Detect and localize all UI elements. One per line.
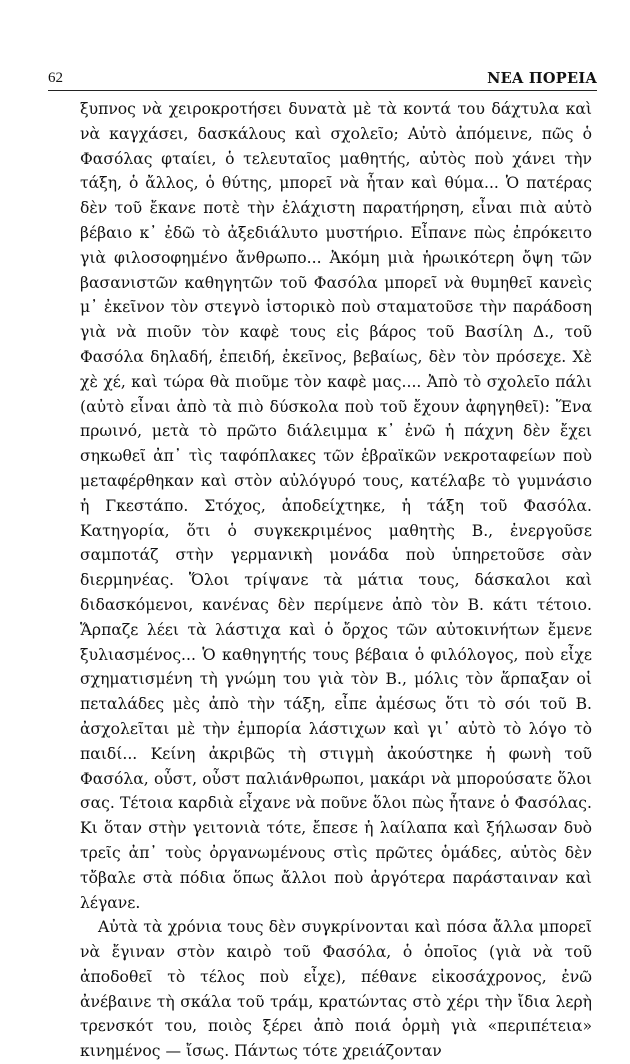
page-header xyxy=(48,61,597,91)
body-text xyxy=(80,97,592,1064)
paragraph: Αὐτὰ τὰ χρόνια τους δὲν συγκρίνονται καὶ πόσα ἄλλα μπορεῖ νὰ ἔγιναν στὸν καιρὸ τοῦ Φασόλα, ὁ ὁποῖος (γιὰ νὰ τοῦ ἀποδοθεῖ τὸ τέλος ποὺ εἶχε), πέθανε εἰκοσάχρονος, ἐνῶ ἀνέβαινε τὴ σκάλα τοῦ τράμ, κρατώντας στὸ χέρι τὴν ἴδια λερὴ τρενσκότ του, ποιὸς ξέρει ἀπὸ ποιά ὁρμὴ γιὰ «περιπέτεια» κινημένος — ἴσως. Πάντως τότε χρειάζονταν xyxy=(80,918,592,1061)
running-title: ΝΕΑ ΠΟΡΕΙΑ xyxy=(487,70,597,87)
paragraph: ξυπνος νὰ χειροκροτήσει δυνατὰ μὲ τὰ κοντά του δάχτυλα καὶ νὰ καγχάσει, δασκάλους καὶ σχολεῖο; Αὐτὸ ἀπόμεινε, πῶς ὁ Φασόλας φταίει, ὁ τελευταῖος μαθητής, αὐτὸς ποὺ χάνει τὴν τάξη, ὁ ἄλλος, ὁ θύτης, μπορεῖ νὰ ἦταν καὶ θύμα... Ὁ πατέρας δὲν τοῦ ἔκανε ποτὲ τὴν ἐλάχιστη παρατήρηση, εἶναι πιὰ αὐτὸ βέβαιο κ᾿ ἐδῶ τὸ ἀξεδιάλυτο μυστήριο. Εἶπανε πὼς ἐπρόκειτο γιὰ φιλοσοφημένο ἄνθρωπο... Ἀκόμη μιὰ ἡρωικότερη ὄψη τῶν βασανιστῶν καθηγητῶν τοῦ Φασόλα μπορεῖ νὰ θυμηθεῖ κανεὶς μ᾿ ἐκεῖνον τὸν στεγνὸ ἱστορικὸ ποὺ σταματοῦσε τὴν παράδοση γιὰ νὰ πιοῦν τὸν καφὲ τους εἰς βάρος τοῦ Βασίλη Δ., τοῦ Φασόλα δηλαδή, ἐπειδή, ἐκεῖνος, βεβαίως, δὲν τὸν πρόσεχε. Χὲ χὲ χέ, καὶ τώρα θὰ πιοῦμε τὸν καφὲ μας.... Ἀπὸ τὸ σχολεῖο πάλι (αὐτὸ εἶναι ἀπὸ τὰ πιὸ δύσκολα ποὺ τοῦ ἔχουν ἀφηγηθεῖ): Ἕνα πρωινό, μετὰ τὸ πρῶτο διάλειμμα κ᾿ ἐνῶ ἡ πάχνη δὲν ἔχει σηκωθεῖ ἀπ᾿ τὶς ταφόπλακες τῶν ἑβραϊκῶν νεκροταφείων ποὺ μεταφέρθηκαν καὶ στὸν αὐλόγυρό τους, κατέλαβε τὸ γυμνάσιο ἡ Γκεστάπο. Στόχος, ἀποδείχτηκε, ἡ τάξη τοῦ Φασόλα. Κατηγορία, ὅτι ὁ συγκεκριμένος μαθητὴς Β., ἐνεργοῦσε σαμποτάζ στὴν γερμανικὴ μονάδα ποὺ ὑπηρετοῦσε σὰν διερμηνέας. Ὅλοι τρίψανε τὰ μάτια τους, δάσκαλοι καὶ διδασκόμενοι, κανένας δὲν περίμενε ἀπὸ τὸν Β. κάτι τέτοιο. Ἅρπαζε λέει τὰ λάστιχα καὶ ὁ ὄρχος τῶν αὐτοκινήτων ἔμενε ξυλιασμένος... Ὁ καθηγητής τους βέβαια ὁ φιλόλογος, ποὺ εἶχε σχηματισμένη τὴ γνώμη του γιὰ τὸν Β., μόλις τὸν ἅρπαξαν οἱ πεταλάδες μὲς ἀπὸ τὴν τάξη, εἶπε ἀμέσως ὅτι τὸ σόι τοῦ Β. ἀσχολεῖται μὲ τὴν ἐμπορία λάστιχων καὶ γι᾿ αὐτὸ τὸ λόγο τὸ παιδί... Κείνη ἀκριβῶς τὴ στιγμὴ ἀκούστηκε ἡ φωνὴ τοῦ Φασόλα, οὖστ, οὖστ παλιάνθρωποι, μακάρι νὰ μπορούσατε ὅλοι σας. Τέτοια καρδιὰ εἶχανε νὰ ποῦνε ὅλοι πὼς ἦτανε ὁ Φασόλας. Κι ὅταν στὴν γειτονιὰ τότε, ἔπεσε ἡ λαίλαπα καὶ ξήλωσαν δυὸ τρεῖς ἀπ᾿ τοὺς ὀργανωμένους στὶς πρῶτες ὁμάδες, αὐτὸς δὲν τὄβαλε στὰ πόδια ὅπως ἄλλοι ποὺ ἀργότερα παράσταιναν καὶ λέγανε. xyxy=(80,100,592,912)
page-number: 62 xyxy=(48,70,63,86)
